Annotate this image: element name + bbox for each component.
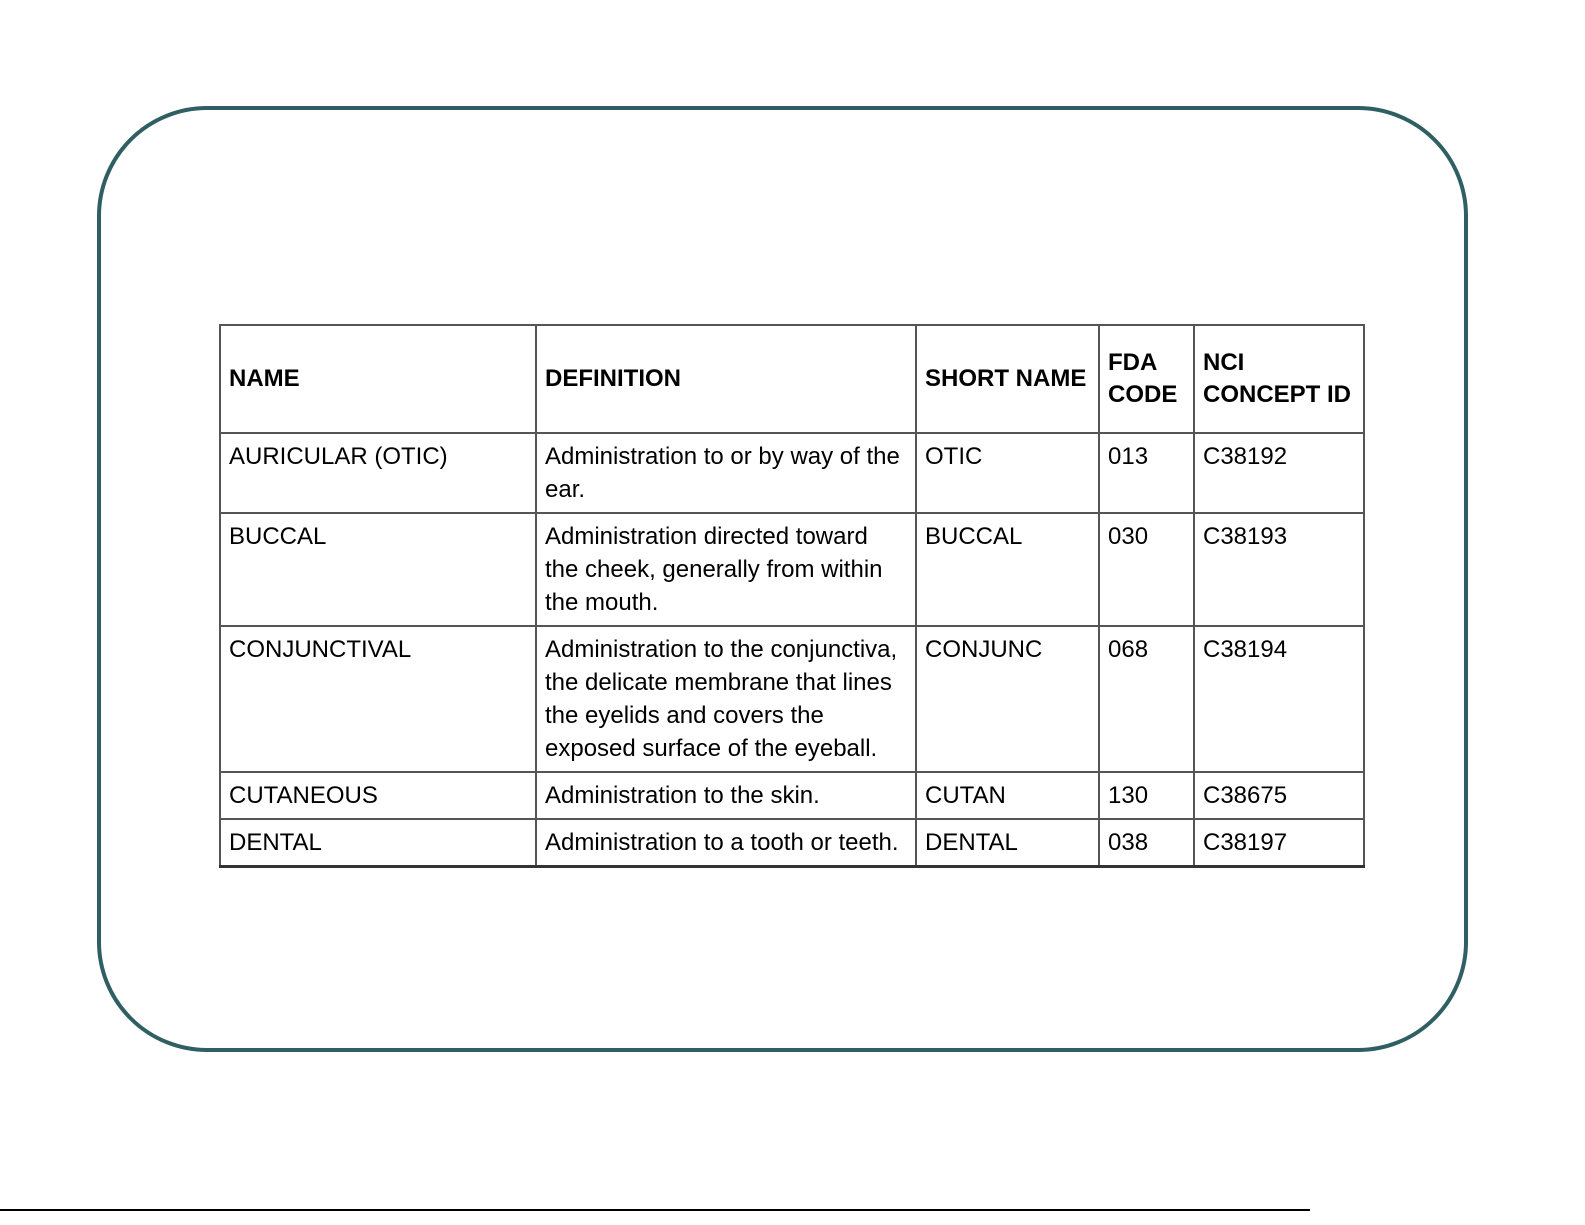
header-name: NAME xyxy=(220,325,536,433)
table-row xyxy=(220,772,1364,819)
cell-definition: Administration to the conjunctiva, the delicate membrane that lines the eyelids and covers the exposed surface of the eyeball. xyxy=(536,626,916,772)
cell-fda-code: 030 xyxy=(1099,513,1194,626)
cell-name: DENTAL xyxy=(220,819,536,867)
cell-fda-code: 038 xyxy=(1099,819,1194,867)
cell-definition: Administration to or by way of the ear. xyxy=(536,433,916,513)
cell-name: AURICULAR (OTIC) xyxy=(220,433,536,513)
header-row xyxy=(220,325,1364,433)
cell-nci-concept-id: C38675 xyxy=(1194,772,1364,819)
cell-name: CONJUNCTIVAL xyxy=(220,626,536,772)
table-row xyxy=(220,433,1364,513)
cell-fda-code: 068 xyxy=(1099,626,1194,772)
cell-nci-concept-id: C38194 xyxy=(1194,626,1364,772)
bottom-rule xyxy=(0,1209,1310,1211)
cell-nci-concept-id: C38192 xyxy=(1194,433,1364,513)
cell-definition: Administration to the skin. xyxy=(536,772,916,819)
cell-definition: Administration directed toward the cheek, generally from within the mouth. xyxy=(536,513,916,626)
header-definition: DEFINITION xyxy=(536,325,916,433)
table-row xyxy=(220,819,1364,867)
cell-nci-concept-id: C38197 xyxy=(1194,819,1364,867)
cell-definition: Administration to a tooth or teeth. xyxy=(536,819,916,867)
table-row xyxy=(220,513,1364,626)
cell-fda-code: 130 xyxy=(1099,772,1194,819)
cell-name: BUCCAL xyxy=(220,513,536,626)
cell-short-name: BUCCAL xyxy=(916,513,1099,626)
cell-short-name: CONJUNC xyxy=(916,626,1099,772)
cell-short-name: OTIC xyxy=(916,433,1099,513)
cell-fda-code: 013 xyxy=(1099,433,1194,513)
route-of-administration-table xyxy=(219,324,1365,868)
cell-name: CUTANEOUS xyxy=(220,772,536,819)
cell-short-name: DENTAL xyxy=(916,819,1099,867)
cell-nci-concept-id: C38193 xyxy=(1194,513,1364,626)
header-nci-concept-id: NCI CONCEPT ID xyxy=(1194,325,1364,433)
header-fda-code: FDA CODE xyxy=(1099,325,1194,433)
cell-short-name: CUTAN xyxy=(916,772,1099,819)
header-short-name: SHORT NAME xyxy=(916,325,1099,433)
table-row xyxy=(220,626,1364,772)
